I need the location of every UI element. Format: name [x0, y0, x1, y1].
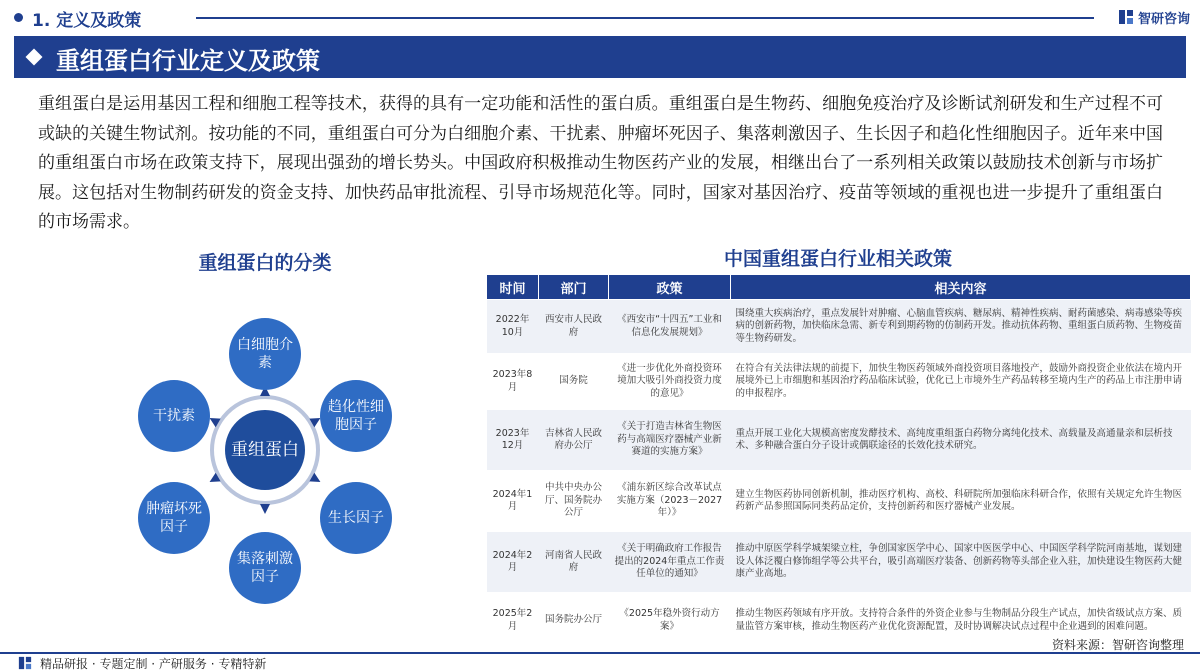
table-row — [487, 300, 1191, 354]
cell-time: 2025年2月 — [487, 593, 539, 649]
cell-content: 重点开展工业化大规模高密度发酵技术、高纯度重组蛋白药物分离纯化技术、高载量及高通量亲和层析技术、多种融合蛋白分子设计或偶联途径的长效化技术研究。 — [731, 410, 1191, 471]
brand-name: 智研咨询 — [1137, 11, 1190, 27]
brand — [1118, 6, 1190, 28]
node-interferon: 干扰素 — [138, 380, 210, 452]
source-note: 资料来源：智研咨询整理 — [1051, 638, 1184, 652]
cell-policy: 《进一步优化外商投资环境加大吸引外商投资力度的意见》 — [609, 354, 731, 410]
cell-time: 2022年10月 — [487, 300, 539, 354]
classification-diagram — [130, 310, 400, 610]
zhiyan-logo-icon — [18, 656, 32, 670]
policy-table-heading: 中国重组蛋白行业相关政策 — [723, 248, 952, 270]
header-divider — [196, 17, 1094, 19]
cell-content: 围绕重大疾病治疗，重点发展针对肿瘤、心脑血管疾病、糖尿病、精神性疾病、耐药菌感染、病毒感染等疾病的创新药物，加快临床急需、新专利到期药物的仿制药开发。推动抗体药物、重组蛋白质药物、生物疫苗等生物药研发。 — [731, 300, 1191, 354]
center-node: 重组蛋白 — [225, 410, 305, 490]
table-row — [487, 471, 1191, 532]
footer-divider — [0, 652, 1200, 654]
cell-time: 2024年2月 — [487, 532, 539, 593]
policy-table — [486, 274, 1191, 649]
node-chemokine: 趋化性细胞因子 — [320, 380, 392, 452]
cell-policy: 《关于明确政府工作报告提出的2024年重点工作责任单位的通知》 — [609, 532, 731, 593]
intro-paragraph: 重组蛋白是运用基因工程和细胞工程等技术，获得的具有一定功能和活性的蛋白质。重组蛋白是生物药、细胞免疫治疗及诊断试剂研发和生产过程不可或缺的关键生物试剂。按功能的不同，重组蛋白可分为白细胞介素、干扰素、肿瘤坏死因子、集落刺激因子、生长因子和趋化性细胞因子。近年来中国的重组蛋白市场在政策支持下，展现出强劲的增长势头。中国政府积极推动生物医药产业的发展，相继出台了一系列相关政策以鼓励技术创新与市场扩展。这包括对生物制药研发的资金支持、加快药品审批流程、引导市场规范化等。同时，国家对基因治疗、疫苗等领域的重视也进一步提升了重组蛋白的市场需求。 — [38, 94, 1163, 232]
diamond-icon — [26, 49, 43, 66]
cell-content: 推动中原医学科学城架梁立柱，争创国家医学中心、国家中医医学中心、中国医学科学院河南基地，谋划建设人体泛覆白修饰组学等公共平台，吸引高端医疗装备、创新药物等头部企业入驻，加快建设生物医药大健康产业高地。 — [731, 532, 1191, 593]
cell-policy: 《浦东新区综合改革试点实施方案（2023－2027年）》 — [609, 471, 731, 532]
cell-dept: 国务院办公厅 — [539, 593, 609, 649]
cell-dept: 西安市人民政府 — [539, 300, 609, 354]
cell-dept: 河南省人民政府 — [539, 532, 609, 593]
cell-time: 2024年1月 — [487, 471, 539, 532]
node-interleukin: 白细胞介素 — [229, 318, 301, 390]
table-header-row — [487, 275, 1191, 300]
cell-time: 2023年8月 — [487, 354, 539, 410]
column-header-dept: 部门 — [539, 275, 609, 300]
cell-policy: 《2025年稳外资行动方案》 — [609, 593, 731, 649]
cell-dept: 吉林省人民政府办公厅 — [539, 410, 609, 471]
cell-policy: 《西安市“十四五”工业和信息化发展规划》 — [609, 300, 731, 354]
column-header-policy: 政策 — [609, 275, 731, 300]
table-row — [487, 532, 1191, 593]
table-row — [487, 354, 1191, 410]
page-title: 重组蛋白行业定义及政策 — [56, 47, 320, 75]
node-tnf: 肿瘤坏死因子 — [138, 482, 210, 554]
zhiyan-logo-icon — [1118, 9, 1134, 25]
cell-content: 推动生物医药领域有序开放。支持符合条件的外资企业参与生物制品分段生产试点，加快省级试点方案、质量监管方案审核，推动生物医药产业优化资源配置，及时协调解决试点过程中企业遇到的困难问题。 — [731, 593, 1191, 649]
cell-dept: 国务院 — [539, 354, 609, 410]
section-bullet-icon — [14, 13, 23, 22]
title-banner — [14, 36, 1186, 78]
top-bar — [0, 0, 1200, 34]
node-csf: 集落刺激因子 — [229, 532, 301, 604]
column-header-time: 时间 — [487, 275, 539, 300]
footer-tagline: 精品研报 · 专题定制 · 产研服务 · 专精特新 — [40, 657, 267, 671]
cell-content: 在符合有关法律法规的前提下，加快生物医药领域外商投资项目落地投产，鼓励外商投资企业依法在境内开展境外已上市细胞和基因治疗药品临床试验，优化已上市境外生产药品转移至境内生产的药品上市注册申请的申报程序。 — [731, 354, 1191, 410]
cell-policy: 《关于打造吉林省生物医药与高端医疗器械产业新赛道的实施方案》 — [609, 410, 731, 471]
cell-time: 2023年12月 — [487, 410, 539, 471]
cell-dept: 中共中央办公厅、国务院办公厅 — [539, 471, 609, 532]
column-header-content: 相关内容 — [731, 275, 1191, 300]
table-row — [487, 410, 1191, 471]
section-label: 1. 定义及政策 — [32, 11, 142, 31]
cell-content: 建立生物医药协同创新机制，推动医疗机构、高校、科研院所加强临床科研合作，依照有关规定允许生物医药新产品参照国际同类药品定价，支持创新药和医疗器械产业发展。 — [731, 471, 1191, 532]
node-growth-factor: 生长因子 — [320, 482, 392, 554]
classification-heading: 重组蛋白的分类 — [198, 252, 332, 274]
